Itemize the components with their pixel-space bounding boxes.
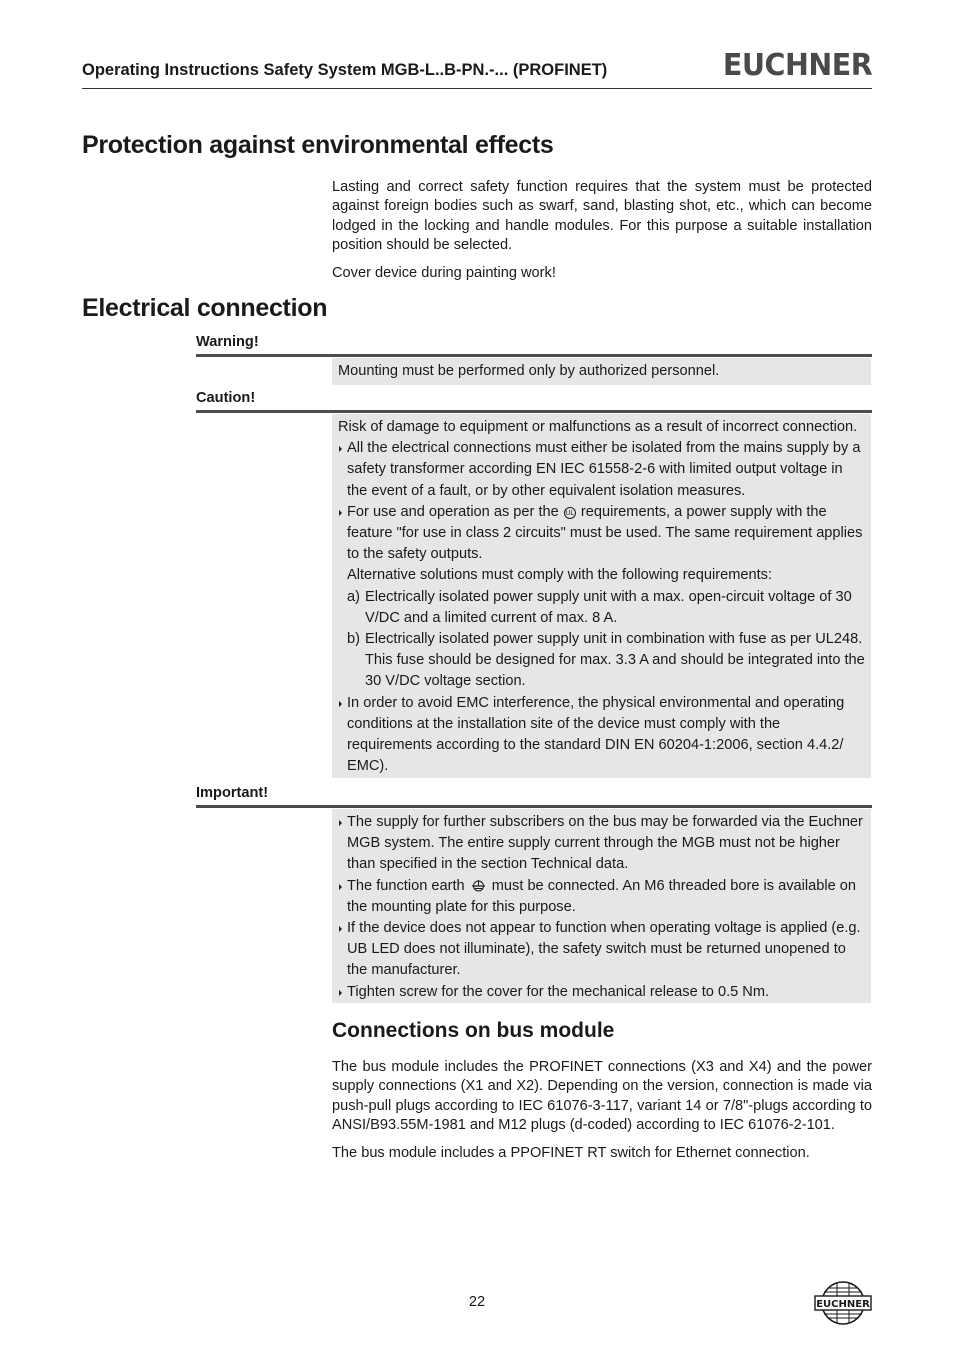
ul-text-after: requirements, a power supply with the feature "for use in class 2 circuits" must be used. The same requirement applies to the safety outputs.	[347, 503, 863, 563]
section-heading-bus-module: Connections on bus module	[332, 1019, 615, 1042]
document-title: Operating Instructions Safety System MGB-L..B-PN.-... (PROFINET)	[82, 61, 608, 79]
euchner-logo: EUCHNER	[722, 48, 872, 83]
important-bullet-return: If the device does not appear to function when operating voltage is applied (e.g. UB LED does not illuminate), the safety switch must be returned unopened to the manufacturer.	[338, 918, 865, 982]
important-bullet-supply: The supply for further subscribers on the bus may be forwarded via the Euchner MGB system. The entire supply current through the MGB must not be higher than specified in the section Technical data.	[338, 812, 865, 876]
earth-text-before: The function earth	[347, 877, 465, 894]
important-rule	[196, 805, 872, 808]
function-earth-icon	[471, 879, 486, 892]
environmental-paragraph: Lasting and correct safety function requires that the system must be protected against foreign bodies such as swarf, sand, blasting shot, etc., which can become lodged in the locking and handle modules. For this purpose a suitable installation position should be selected.	[332, 179, 872, 253]
important-box	[332, 809, 871, 1003]
caution-rule	[196, 410, 872, 413]
caution-label: Caution!	[196, 390, 256, 406]
caution-box	[332, 414, 871, 778]
caution-bullet-ul	[338, 502, 865, 566]
header-divider	[82, 88, 872, 89]
painting-note: Cover device during painting work!	[332, 265, 556, 281]
alternative-item-b	[338, 629, 865, 693]
warning-label: Warning!	[196, 334, 259, 350]
warning-box	[332, 358, 871, 385]
seal-logo-text: EUCHNER	[816, 1299, 870, 1310]
important-bullet-torque: Tighten screw for the cover for the mechanical release to 0.5 Nm.	[338, 982, 865, 1003]
caution-bullet-emc: In order to avoid EMC interference, the physical environmental and operating conditions at the installation site of the device must comply with the requirements according to the standard DIN EN 60204-1:2006, section 4.4.2/ EMC).	[338, 693, 865, 778]
alternative-item-a	[338, 587, 865, 629]
caution-intro: Risk of damage to equipment or malfunctions as a result of incorrect connection.	[338, 419, 858, 435]
section-heading-electrical: Electrical connection	[82, 294, 328, 322]
ul-text-before: For use and operation as per the	[347, 503, 559, 520]
important-label: Important!	[196, 785, 269, 801]
important-bullet-earth	[338, 876, 865, 918]
item-b-text: Electrically isolated power supply unit in combination with fuse as per UL248. This fuse should be designed for max. 3.3 A and should be integrated into the 30 V/DC voltage section.	[365, 631, 865, 690]
item-a-text: Electrically isolated power supply unit with a max. open-circuit voltage of 30 V/DC and a limited current of max. 8 A.	[365, 588, 852, 626]
page-number: 22	[468, 1294, 486, 1310]
alternative-intro: Alternative solutions must comply with the following requirements:	[347, 567, 773, 584]
warning-rule	[196, 354, 872, 357]
warning-text: Mounting must be performed only by authorized personnel.	[338, 363, 720, 379]
section-heading-environmental: Protection against environmental effects	[82, 131, 554, 159]
bus-module-switch-note: The bus module includes a PPOFINET RT switch for Ethernet connection.	[332, 1145, 810, 1161]
euchner-seal-logo	[814, 1280, 872, 1326]
caution-bullet-isolation: All the electrical connections must either be isolated from the mains supply by a safety transformer according EN IEC 61558-2-6 with limited output voltage in the event of a fault, or by other equivalent isolation measures.	[338, 438, 865, 502]
earth-text-after: must be connected. An M6 threaded bore is available on the mounting plate for this purpose.	[347, 877, 857, 915]
ul-mark-icon: UL	[564, 507, 576, 519]
item-b-marker: b)	[347, 631, 360, 648]
bus-module-paragraph: The bus module includes the PROFINET connections (X3 and X4) and the power supply connections (X1 and X2). Depending on the version, connection is made via push-pull plugs according to IEC 61076-3-117, variant 14 or 7/8"-plugs according to ANSI/B93.55M-1981 and M12 plugs (d-coded) according to IEC 61076-2-101.	[332, 1059, 872, 1133]
item-a-marker: a)	[347, 588, 360, 605]
